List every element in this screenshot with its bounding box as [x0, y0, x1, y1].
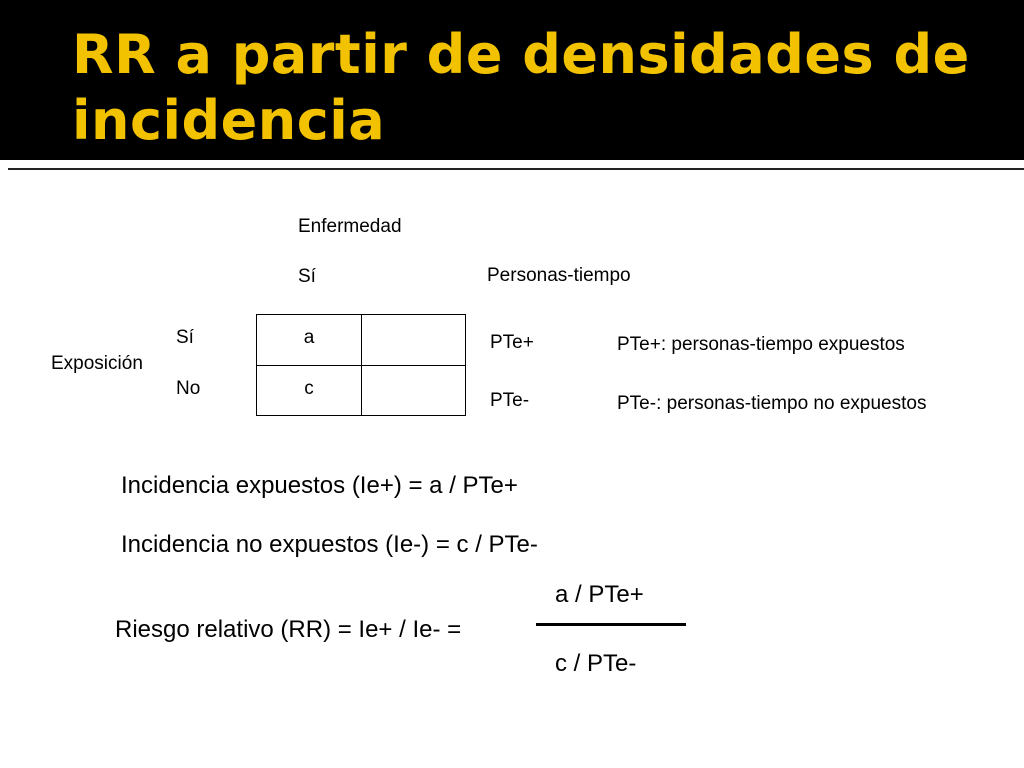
definition-pt-exposed: PTe+: personas-tiempo expuestos: [617, 334, 905, 355]
rr-numerator: a / PTe+: [555, 581, 644, 608]
person-time-header: Personas-tiempo: [487, 265, 631, 286]
table-cell-a: a: [303, 327, 315, 348]
title-divider: [8, 168, 1024, 170]
table-horizontal-divider: [257, 365, 465, 366]
disease-header: Enfermedad: [298, 216, 402, 237]
fraction-bar: [536, 623, 686, 626]
pt-unexposed: PTe-: [490, 390, 530, 411]
formula-incidence-unexposed: Incidencia no expuestos (Ie-) = c / PTe-: [121, 531, 538, 558]
table-cell-c: c: [304, 378, 314, 399]
contingency-table: [256, 314, 466, 416]
formula-incidence-exposed: Incidencia expuestos (Ie+) = a / PTe+: [121, 472, 518, 499]
pt-exposed: PTe+: [490, 332, 534, 353]
disease-yes-header: Sí: [298, 266, 316, 287]
rr-denominator: c / PTe-: [555, 650, 637, 677]
formula-relative-risk: Riesgo relativo (RR) = Ie+ / Ie- =: [115, 616, 462, 643]
row-label-yes: Sí: [176, 327, 194, 348]
row-label-no: No: [176, 378, 201, 399]
definition-pt-unexposed: PTe-: personas-tiempo no expuestos: [617, 393, 927, 414]
exposure-label: Exposición: [51, 353, 143, 374]
slide-title: RR a partir de densidades de incidencia: [72, 23, 970, 152]
